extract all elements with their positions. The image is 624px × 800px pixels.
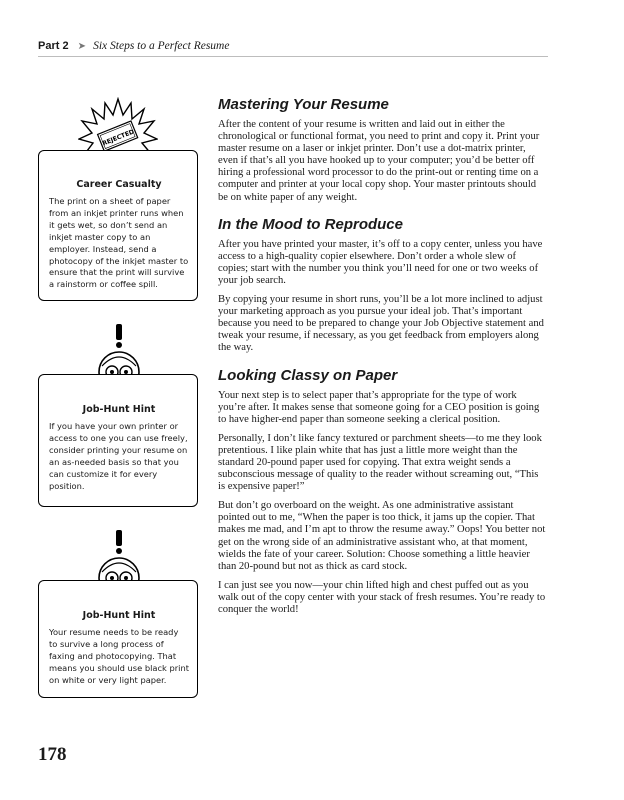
paragraph: I can just see you now—your chin lifted high and chest puffed out as you walk out of the copy center with your stack of fresh resumes. You’re ready to conquer the world! <box>218 579 546 615</box>
sidebar-title: Job-Hunt Hint <box>82 610 156 621</box>
section-mastering <box>218 96 546 204</box>
career-casualty-sidebar <box>38 150 198 301</box>
sidebar-title: Job-Hunt Hint <box>82 404 156 415</box>
sidebar-text: The print on a sheet of paper from an inkjet printer runs when it gets wet, so don’t send an inkjet master copy to an employer. Instead, send a photocopy of the inkjet master to ensure that the print will survive a rainstorm or coffee spill. <box>49 196 189 290</box>
job-hunt-hint-sidebar <box>38 580 198 698</box>
paragraph: By copying your resume in short runs, you’ll be a lot more inclined to adjust your marketing approach as you pursue your ideal job. That’s important because you need to be prepared to change your Job Objective statement and tweak your resume, if necessary, as you get feedback from employers along the way. <box>218 294 544 354</box>
sidebar-text: Your resume needs to be ready to survive a long process of faxing and photocopying. That means you should use black print on white or very light paper. <box>49 627 189 685</box>
paragraph: Personally, I don’t like fancy textured or parchment sheets—to me they look pretentious. I like plain white that has just a little more weight than the standard 20-pound paper used for copying. That extra weight sends a subconscious message of quality to the reader without screaming out, “This is expensive paper!” <box>218 432 542 493</box>
paragraph: Your next step is to select paper that’s appropriate for the type of work you’re after. It makes sense that someone going for a CEO position is going to have higher-end paper than someone seeking a clerical position. <box>218 389 540 425</box>
sidebar-title: Career Casualty <box>76 179 162 190</box>
section-heading: Mastering Your Resume <box>218 96 389 113</box>
running-header <box>38 40 548 56</box>
paragraph: But don’t go overboard on the weight. As one administrative assistant pointed out to me, “When the paper is too thick, it jams up the copier. That makes me mad, and I’m apt to throw the resume away.” Oops! You better not get on the wrong side of an administrative assistant who, at that moment, wields the fate of your career. Solution: Choose something a little heavier than 20-pound but not as thick as card stock. <box>218 500 546 572</box>
part-label: Part 2 <box>38 40 69 52</box>
paragraph: After the content of your resume is written and laid out in either the chronological or functional format, you need to print and copy it. Print your master resume on a laser or inkjet printer. Don’t use a dot-matrix printer, even if that’s all you have hooked up to your computer; you’d be better off hiring a professional word processor to do the print-out or renting time on a computer and printer at your local copy shop. Your master printouts should be on white paper of any weight. <box>218 119 540 203</box>
arrow-right-icon: ➤ <box>77 41 87 52</box>
sidebar-text: If you have your own printer or access to one you can use freely, consider printing your resume on an as-needed basis so that you can customize it for every position. <box>49 421 188 491</box>
section-heading: Looking Classy on Paper <box>218 366 398 384</box>
page-number: 178 <box>38 744 67 765</box>
section-reproduce <box>218 216 546 355</box>
chapter-subtitle: Six Steps to a Perfect Resume <box>93 40 230 52</box>
main-column <box>218 96 546 623</box>
section-heading: In the Mood to Reproduce <box>218 215 403 233</box>
job-hunt-hint-sidebar <box>38 374 198 507</box>
svg-text:REJECTED: REJECTED <box>101 128 136 148</box>
paragraph: After you have printed your master, it’s off to a copy center, unless you have access to a high-quality copier elsewhere. Don’t order a whole slew of copies; start with the number you think you’ll need for one or two weeks of your job search. <box>218 238 543 286</box>
section-paper <box>218 367 546 617</box>
header-divider <box>38 56 548 57</box>
